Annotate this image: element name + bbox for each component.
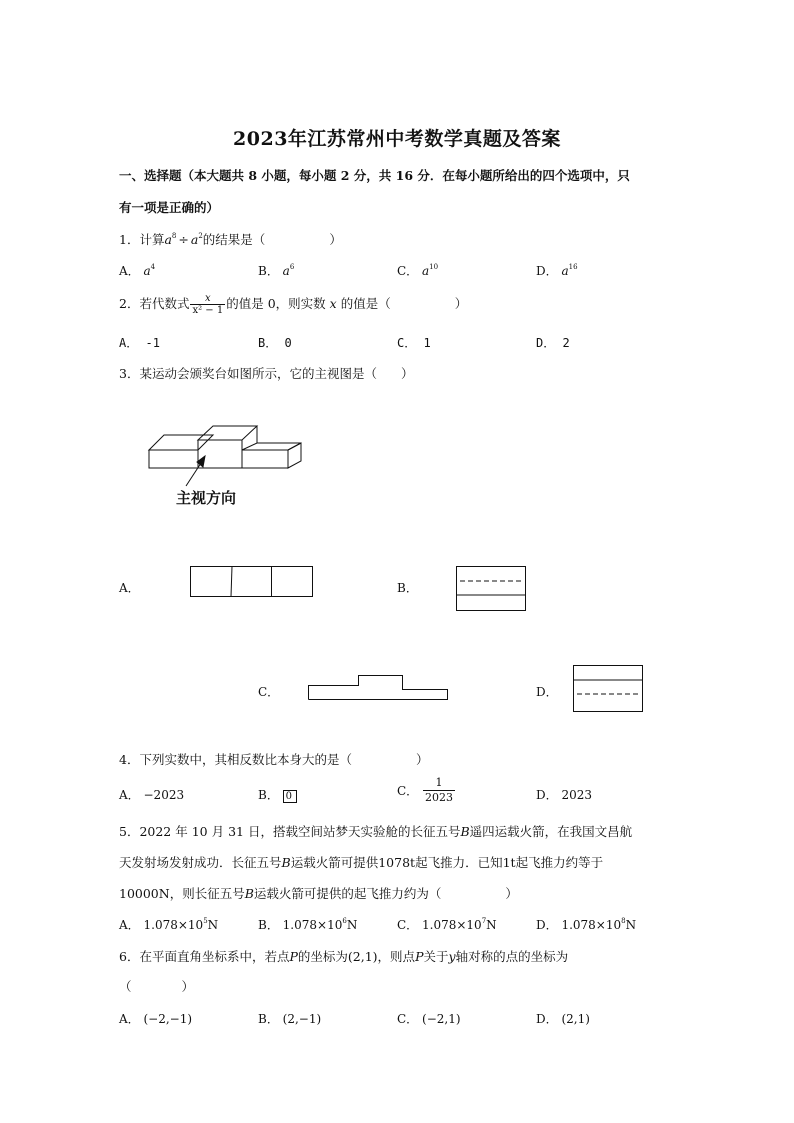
q6-option-b[interactable]: B． (2,−1) <box>258 1012 322 1026</box>
q5-option-d[interactable]: D． $1.078\times 10^8N$ <box>536 917 637 932</box>
q5-option-c[interactable]: C． $1.078\times 10^7N$ <box>397 917 497 932</box>
q5-option-a[interactable]: A． $1.078\times 10^5N$ <box>119 917 219 932</box>
q4-option-d[interactable]: D． 2023 <box>536 788 592 802</box>
q2-option-a[interactable]: A． -1 <box>119 336 160 350</box>
podium-figure <box>0 0 794 560</box>
q2-option-b[interactable]: B． 0 <box>258 336 292 350</box>
question-6-paren: （ ） <box>119 979 195 994</box>
view-direction-caption: 主视方向 <box>176 489 237 507</box>
q6-option-d[interactable]: D． (2,1) <box>536 1012 590 1026</box>
podium-right-top <box>242 443 301 450</box>
q3-option-c-label[interactable]: C． <box>258 685 280 699</box>
q3-option-a-label[interactable]: A． <box>119 581 140 595</box>
podium-right-side <box>288 443 301 468</box>
q3-option-c-figure[interactable] <box>308 675 450 701</box>
q3-option-d-label[interactable]: D． <box>536 685 558 699</box>
q4-option-c[interactable]: C． $\frac{1}{2023}$ <box>397 776 454 804</box>
q4-option-b[interactable]: B． 0 <box>258 786 297 803</box>
question-5-line3: 10000N，则长征五号B运载火箭可提供的起飞推力约为（ ） <box>119 886 518 901</box>
q5-option-b[interactable]: B． $1.078\times 10^6N$ <box>258 917 358 932</box>
q3-option-a-figure[interactable] <box>190 566 314 598</box>
q1-option-a[interactable]: A． $a^4$ <box>119 263 156 278</box>
q3-option-b-label[interactable]: B． <box>397 581 418 595</box>
q3-option-d-figure[interactable] <box>573 665 645 713</box>
q1-option-c[interactable]: C． $a^{10}$ <box>397 263 439 278</box>
q6-option-a[interactable]: A． (−2,−1) <box>119 1012 193 1026</box>
question-number: 1． <box>119 232 140 247</box>
section-header-line2: 有一项是正确的） <box>119 200 220 215</box>
question-1: 1．计算$a^8 \div a^2$的结果是（ ） <box>119 232 342 247</box>
q4-option-a[interactable]: A． −2023 <box>119 788 185 802</box>
q1-option-b[interactable]: B． $a^6$ <box>258 263 295 278</box>
q1-option-d[interactable]: D． $a^{16}$ <box>536 263 578 278</box>
page-title: 2023年江苏常州中考数学真题及答案 <box>233 128 561 150</box>
podium-middle-front <box>198 440 242 468</box>
q3-option-b-figure[interactable] <box>456 566 528 612</box>
fraction: $\frac{x}{\text{x² − 1}}$ <box>192 293 224 316</box>
question-6: 6．在平面直角坐标系中，若点P的坐标为(2,1)，则点P关于y轴对称的点的坐标为 <box>119 949 569 964</box>
section-header-line1: 一、选择题（本大题共 8 小题，每小题 2 分，共 16 分．在每小题所给出的四个选项中，只 <box>119 168 630 183</box>
podium-left-top <box>149 435 213 450</box>
question-5-line2: 天发射场发射成功．长征五号B运载火箭可提供1078t起飞推力．已知1t起飞推力约等于 <box>119 855 604 870</box>
question-3: 3．某运动会颁奖台如图所示，它的主视图是（ ） <box>119 366 414 381</box>
podium-middle-top <box>198 426 257 440</box>
question-5-line1: 5．2022 年 10 月 31 日，搭载空间站梦天实验舱的长征五号B遥四运载火箭，在我国文昌航 <box>119 824 633 839</box>
q2-option-c[interactable]: C． 1 <box>397 336 431 350</box>
podium-right-front <box>242 450 288 468</box>
question-4: 4．下列实数中，其相反数比本身大的是（ ） <box>119 752 429 767</box>
podium-left-front <box>149 450 198 468</box>
q6-option-c[interactable]: C． (−2,1) <box>397 1012 461 1026</box>
q2-option-d[interactable]: D． 2 <box>536 336 570 350</box>
question-2: 2．若代数式 $\frac{x}{\text{x² − 1}}$ 的值是 0，则实数 x 的值是（ ） <box>119 293 468 316</box>
